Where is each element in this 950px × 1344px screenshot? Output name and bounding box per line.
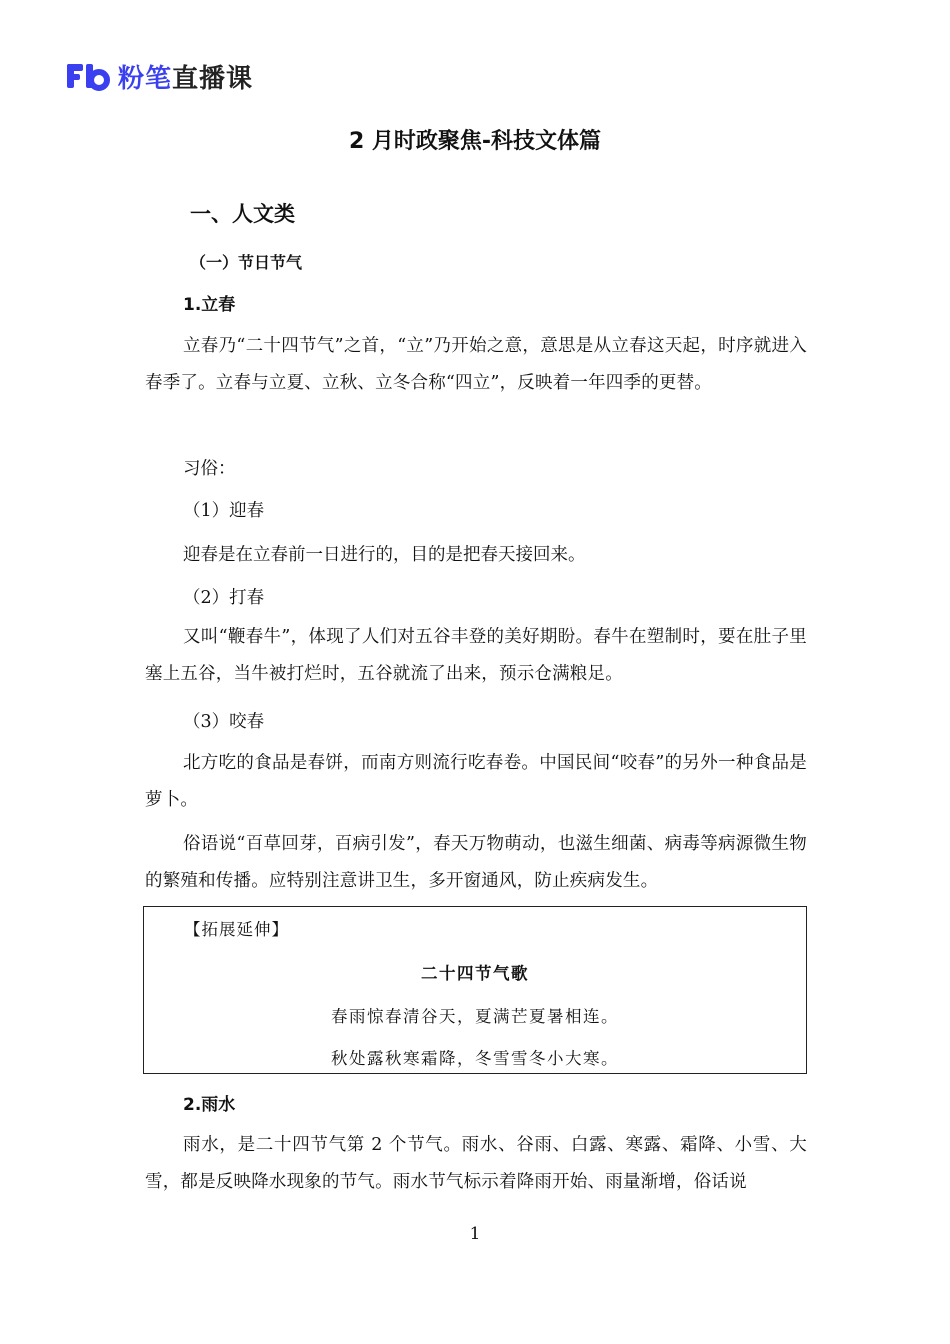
custom-1-text: 迎春是在立春前一日进行的，目的是把春天接回来。	[183, 545, 586, 565]
paragraph-yushui: 雨水，是二十四节气第 2 个节气。雨水、谷雨、白露、寒露、霜降、小雪、大雪，都是反映降水现象的节气。雨水节气标示着降雨开始、雨量渐增，俗话说	[145, 1135, 807, 1192]
custom-2-text: 又叫“鞭春牛”，体现了人们对五谷丰登的美好期盼。春牛在塑制时，要在肚子里塞上五谷，当牛被打烂时，五谷就流了出来，预示仓满粮足。	[145, 627, 807, 684]
section-heading: 一、人文类	[190, 202, 295, 226]
extension-tag: 【拓展延伸】	[184, 920, 289, 939]
paragraph-health: 俗语说“百草回芽，百病引发”，春天万物萌动，也滋生细菌、病毒等病源微生物的繁殖和传播。应特别注意讲卫生，多开窗通风，防止疾病发生。	[145, 834, 807, 891]
paragraph-lichun: 立春乃“二十四节气”之首，“立”乃开始之意，意思是从立春这天起，时序就进入春季了。立春与立夏、立秋、立冬合称“四立”，反映着一年四季的更替。	[145, 336, 807, 393]
custom-1-label: （1）迎春	[183, 501, 265, 521]
item-heading-yushui: 2.雨水	[183, 1095, 236, 1115]
document-title: 2 月时政聚焦-科技文体篇	[348, 129, 602, 154]
subsection-heading: （一）节日节气	[190, 253, 303, 272]
poem-line-2: 秋处露秋寒霜降，冬雪雪冬小大寒。	[331, 1049, 619, 1068]
custom-2-label: （2）打春	[183, 588, 265, 608]
poem-line-1: 春雨惊春清谷天，夏满芒夏暑相连。	[331, 1007, 619, 1026]
extension-box	[143, 906, 807, 1074]
item-heading-lichun: 1.立春	[183, 295, 236, 315]
custom-3-label: （3）咬春	[183, 712, 265, 732]
brand-logo	[66, 58, 253, 94]
page-number: 1	[469, 1224, 481, 1244]
custom-3-text: 北方吃的食品是春饼，而南方则流行吃春卷。中国民间“咬春”的另外一种食品是萝卜。	[145, 753, 807, 810]
poem-title: 二十四节气歌	[421, 964, 529, 983]
brand-name: 粉笔直播课	[118, 63, 254, 94]
customs-label: 习俗：	[183, 459, 236, 479]
fb-logo-icon	[66, 61, 110, 91]
